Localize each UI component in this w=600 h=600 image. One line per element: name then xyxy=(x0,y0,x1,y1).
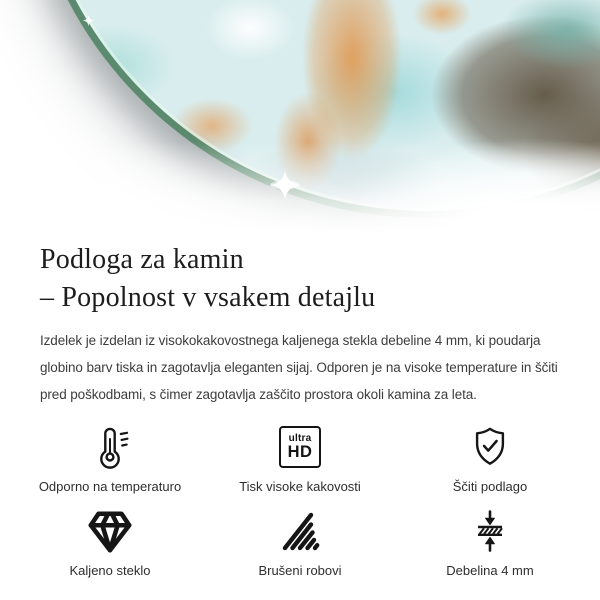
title-line-2: – Popolnost v vsakem detajlu xyxy=(40,282,376,313)
feature-print-quality xyxy=(205,422,395,494)
product-description: Izdelek je izdelan iz visokokakovostnega kaljenega stekla debeline 4 mm, ki poudarja globino barv tiska in zagotavlja eleganten sijaj. Odporen je na visoke temperature in ščiti pred poškodbami, s čimer zagotavlja zaščito prostora okoli kamina za leta. xyxy=(40,333,558,402)
title-line-1: Podloga za kamin xyxy=(40,244,244,275)
feature-label: Tisk visoke kakovosti xyxy=(239,479,361,494)
feature-label: Kaljeno steklo xyxy=(69,563,151,578)
feature-tempered-glass xyxy=(15,506,205,578)
ultra-hd-icon xyxy=(277,424,323,470)
feature-label: Debelina 4 mm xyxy=(446,563,534,578)
thickness-icon xyxy=(467,508,513,554)
feature-label: Odporno na temperaturo xyxy=(38,479,182,494)
sparkle-icon xyxy=(82,14,95,27)
feature-label: Ščiti podlago xyxy=(452,479,528,494)
feature-protects xyxy=(395,422,585,494)
ultra-hd-badge-bottom: HD xyxy=(287,443,313,461)
polished-edges-icon xyxy=(277,508,323,554)
product-info-section xyxy=(0,236,600,408)
page-title xyxy=(40,236,570,317)
feature-label: Brušeni robovi xyxy=(258,563,342,578)
feature-thickness xyxy=(395,506,585,578)
feature-grid xyxy=(0,422,600,578)
thermometer-icon xyxy=(87,424,133,470)
product-photo xyxy=(0,0,600,236)
feature-polished-edges xyxy=(205,506,395,578)
ultra-hd-badge-top: ultra xyxy=(288,433,312,444)
diamond-icon xyxy=(87,508,133,554)
sparkle-icon xyxy=(269,169,301,201)
feature-temperature xyxy=(15,422,205,494)
shield-check-icon xyxy=(467,424,513,470)
